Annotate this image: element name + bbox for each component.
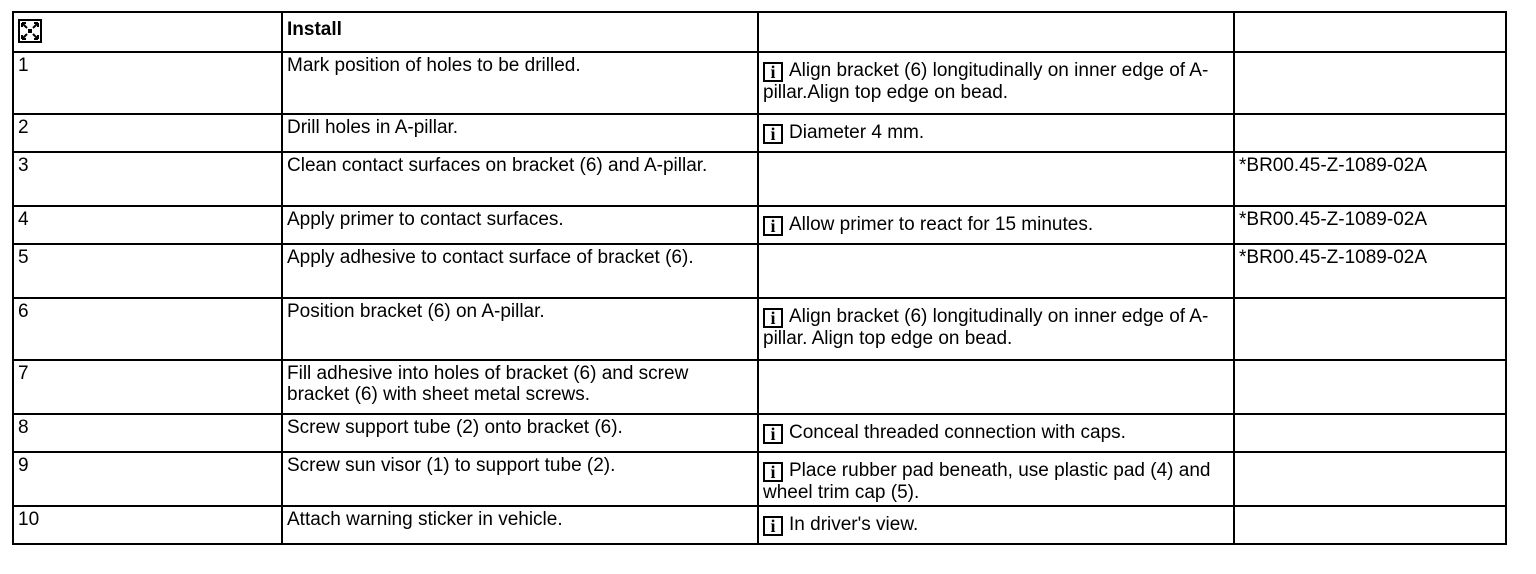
step-remark — [758, 206, 1234, 244]
table-row — [13, 414, 1506, 452]
step-number: 3 — [13, 152, 282, 206]
table-row — [13, 298, 1506, 360]
remark-text: Align bracket (6) longitudinally on inner edge of A-pillar.Align top edge on bead. — [763, 60, 1209, 103]
step-action: Screw support tube (2) onto bracket (6). — [282, 414, 758, 452]
remark-content — [763, 301, 1229, 349]
step-action: Screw sun visor (1) to support tube (2). — [282, 452, 758, 506]
remark-text: In driver's view. — [789, 514, 919, 535]
info-icon: i — [763, 216, 783, 236]
step-number: 5 — [13, 244, 282, 298]
step-action: Apply adhesive to contact surface of bracket (6). — [282, 244, 758, 298]
step-remark — [758, 414, 1234, 452]
step-reference — [1234, 452, 1506, 506]
step-reference: *BR00.45-Z-1089-02A — [1234, 206, 1506, 244]
remark-text: Align bracket (6) longitudinally on inner edge of A-pillar. Align top edge on bead. — [763, 306, 1209, 349]
exploded-parts-icon — [18, 19, 42, 43]
remark-text: Allow primer to react for 15 minutes. — [789, 214, 1094, 235]
step-number: 2 — [13, 114, 282, 152]
step-number: 1 — [13, 52, 282, 114]
table-row — [13, 152, 1506, 206]
remark-content — [763, 455, 1229, 503]
remark-text: Conceal threaded connection with caps. — [789, 422, 1126, 443]
table-row — [13, 506, 1506, 544]
step-number: 6 — [13, 298, 282, 360]
header-icon-cell — [13, 12, 282, 52]
info-icon: i — [763, 424, 783, 444]
step-action: Attach warning sticker in vehicle. — [282, 506, 758, 544]
info-icon: i — [763, 62, 783, 82]
remark-text: Place rubber pad beneath, use plastic pad (4) and wheel trim cap (5). — [763, 460, 1211, 503]
step-remark — [758, 152, 1234, 206]
step-action: Drill holes in A-pillar. — [282, 114, 758, 152]
step-number: 10 — [13, 506, 282, 544]
step-remark — [758, 452, 1234, 506]
step-remark — [758, 52, 1234, 114]
info-icon: i — [763, 124, 783, 144]
info-icon: i — [763, 462, 783, 482]
header-reference-cell — [1234, 12, 1506, 52]
header-title: Install — [282, 12, 758, 52]
installation-steps-table — [12, 11, 1507, 545]
table-row — [13, 452, 1506, 506]
table-row — [13, 244, 1506, 298]
info-icon: i — [763, 516, 783, 536]
step-reference — [1234, 52, 1506, 114]
step-reference: *BR00.45-Z-1089-02A — [1234, 244, 1506, 298]
table-header-row — [13, 12, 1506, 52]
step-remark — [758, 244, 1234, 298]
table-row — [13, 360, 1506, 414]
table-row — [13, 52, 1506, 114]
step-number: 4 — [13, 206, 282, 244]
step-action: Mark position of holes to be drilled. — [282, 52, 758, 114]
step-action: Apply primer to contact surfaces. — [282, 206, 758, 244]
step-action: Fill adhesive into holes of bracket (6) and screw bracket (6) with sheet metal screws. — [282, 360, 758, 414]
remark-content — [763, 509, 1229, 536]
step-reference — [1234, 360, 1506, 414]
step-reference — [1234, 114, 1506, 152]
remark-content — [763, 55, 1229, 103]
step-remark — [758, 360, 1234, 414]
step-reference — [1234, 506, 1506, 544]
table-row — [13, 206, 1506, 244]
step-number: 7 — [13, 360, 282, 414]
step-action: Clean contact surfaces on bracket (6) and A-pillar. — [282, 152, 758, 206]
remark-content — [763, 117, 1229, 144]
step-remark — [758, 298, 1234, 360]
table-row — [13, 114, 1506, 152]
step-reference: *BR00.45-Z-1089-02A — [1234, 152, 1506, 206]
step-number: 8 — [13, 414, 282, 452]
step-reference — [1234, 298, 1506, 360]
remark-text: Diameter 4 mm. — [789, 122, 925, 143]
info-icon: i — [763, 308, 783, 328]
remark-content — [763, 417, 1229, 444]
header-remark-cell — [758, 12, 1234, 52]
step-remark — [758, 114, 1234, 152]
step-number: 9 — [13, 452, 282, 506]
step-remark — [758, 506, 1234, 544]
remark-content — [763, 209, 1229, 236]
step-reference — [1234, 414, 1506, 452]
step-action: Position bracket (6) on A-pillar. — [282, 298, 758, 360]
